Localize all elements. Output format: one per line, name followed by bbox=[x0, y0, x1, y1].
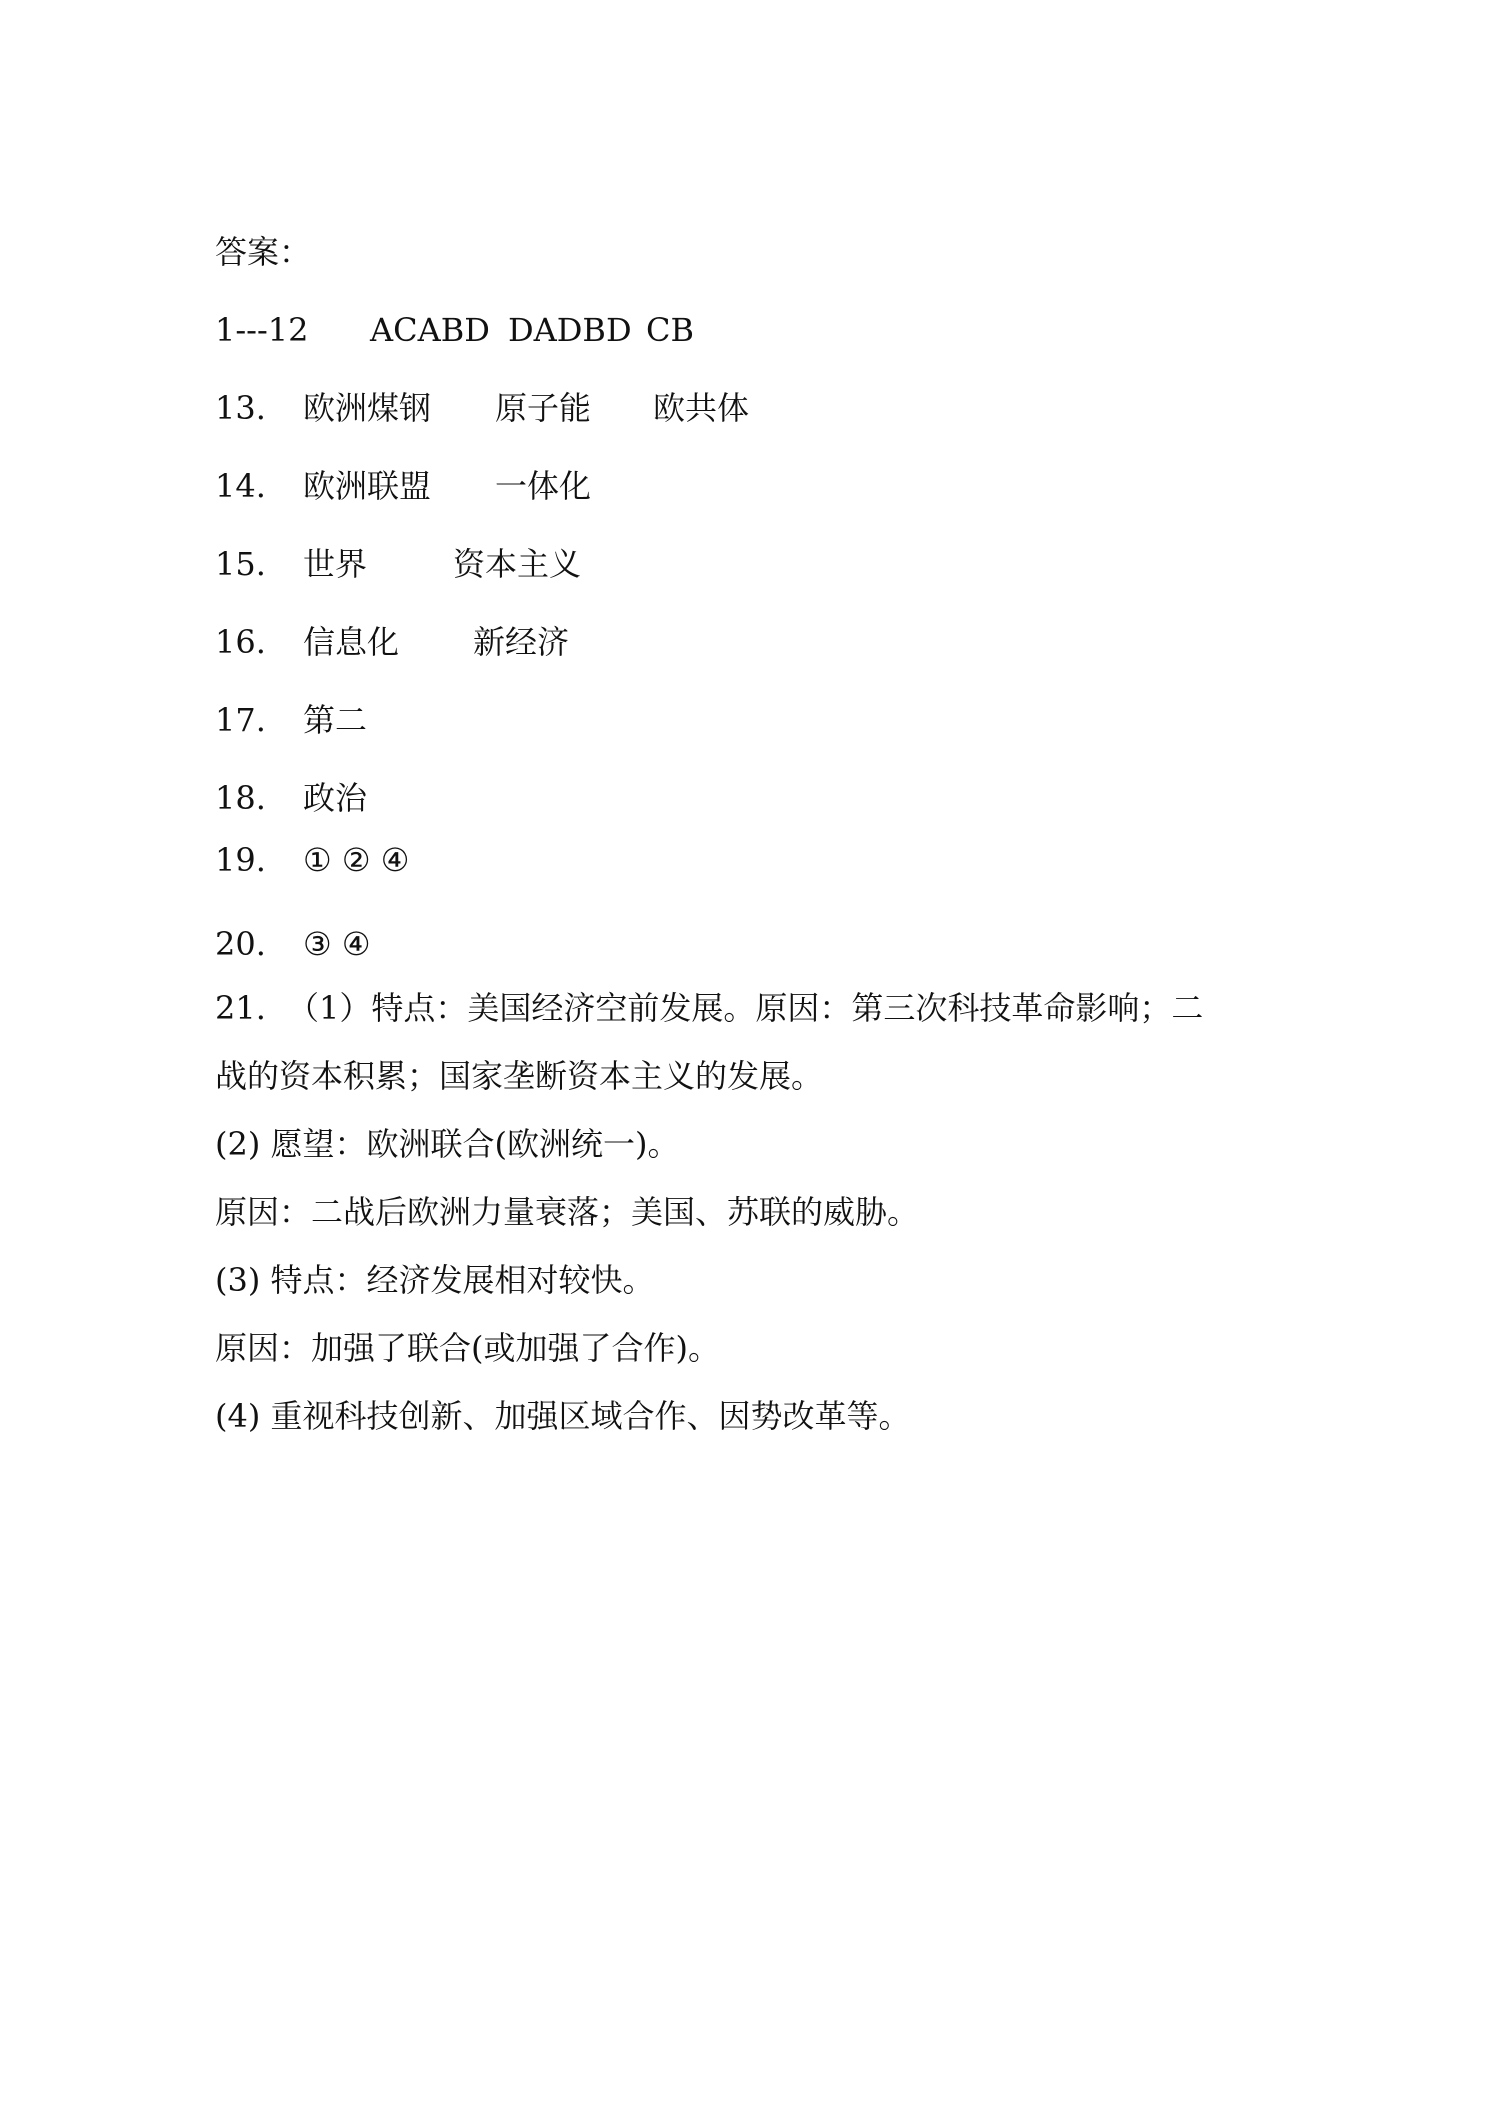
answer-line-18 bbox=[215, 778, 367, 818]
answer-line-21-part1 bbox=[215, 988, 1203, 1028]
answer-number: 16. bbox=[215, 623, 266, 661]
answer-part: 一体化 bbox=[495, 467, 592, 505]
answer-number: 20. bbox=[215, 925, 266, 963]
answer-part: 第二 bbox=[303, 701, 368, 739]
answer-part: 新经济 bbox=[473, 623, 570, 661]
answer-line-16 bbox=[215, 622, 569, 662]
answer-text: （1）特点：美国经济空前发展。原因：第三次科技革命影响；二 bbox=[287, 989, 1204, 1027]
answer-part: ③ ④ bbox=[303, 925, 371, 963]
answer-heading: 答案： bbox=[215, 233, 312, 271]
answer-number: 18. bbox=[215, 779, 266, 817]
answer-line-21-part2-reason: 原因：二战后欧洲力量衰落；美国、苏联的威胁。 bbox=[215, 1193, 920, 1231]
answer-number: 15. bbox=[215, 545, 266, 583]
answer-part: 政治 bbox=[303, 779, 368, 817]
answer-line-15 bbox=[215, 544, 581, 584]
answer-number: 21. bbox=[215, 989, 266, 1027]
answer-line-1-12 bbox=[215, 310, 694, 350]
answer-line-21-part3: (3) 特点：经济发展相对较快。 bbox=[215, 1261, 655, 1299]
answer-part: ① ② ④ bbox=[303, 841, 410, 879]
answer-line-21-part2: (2) 愿望：欧洲联合(欧洲统一)。 bbox=[215, 1125, 680, 1163]
answer-line-21-part3-reason: 原因：加强了联合(或加强了合作)。 bbox=[215, 1329, 720, 1367]
answer-line-14 bbox=[215, 466, 591, 506]
answer-line-21-part4: (4) 重视科技创新、加强区域合作、因势改革等。 bbox=[215, 1397, 911, 1435]
answer-line-20 bbox=[215, 924, 371, 964]
answer-part: DADBD bbox=[508, 311, 632, 349]
answer-number: 13. bbox=[215, 389, 266, 427]
answer-part: 欧洲联盟 bbox=[303, 467, 432, 505]
answer-part: 世界 bbox=[303, 545, 368, 583]
answer-number: 1---12 bbox=[215, 311, 309, 349]
answer-number: 19. bbox=[215, 841, 266, 879]
answer-part: 信息化 bbox=[303, 623, 400, 661]
answer-line-19 bbox=[215, 840, 409, 880]
answer-part: 资本主义 bbox=[453, 545, 582, 583]
answer-line-13 bbox=[215, 388, 749, 428]
answer-number: 14. bbox=[215, 467, 266, 505]
answer-part: 原子能 bbox=[495, 389, 592, 427]
answer-line-21-part1-cont: 战的资本积累；国家垄断资本主义的发展。 bbox=[215, 1057, 824, 1095]
answer-part: ACABD bbox=[370, 311, 490, 349]
answer-part: 欧洲煤钢 bbox=[303, 389, 432, 427]
answer-part: CB bbox=[646, 311, 694, 349]
answer-line-17 bbox=[215, 700, 367, 740]
answer-part: 欧共体 bbox=[653, 389, 750, 427]
answer-number: 17. bbox=[215, 701, 266, 739]
